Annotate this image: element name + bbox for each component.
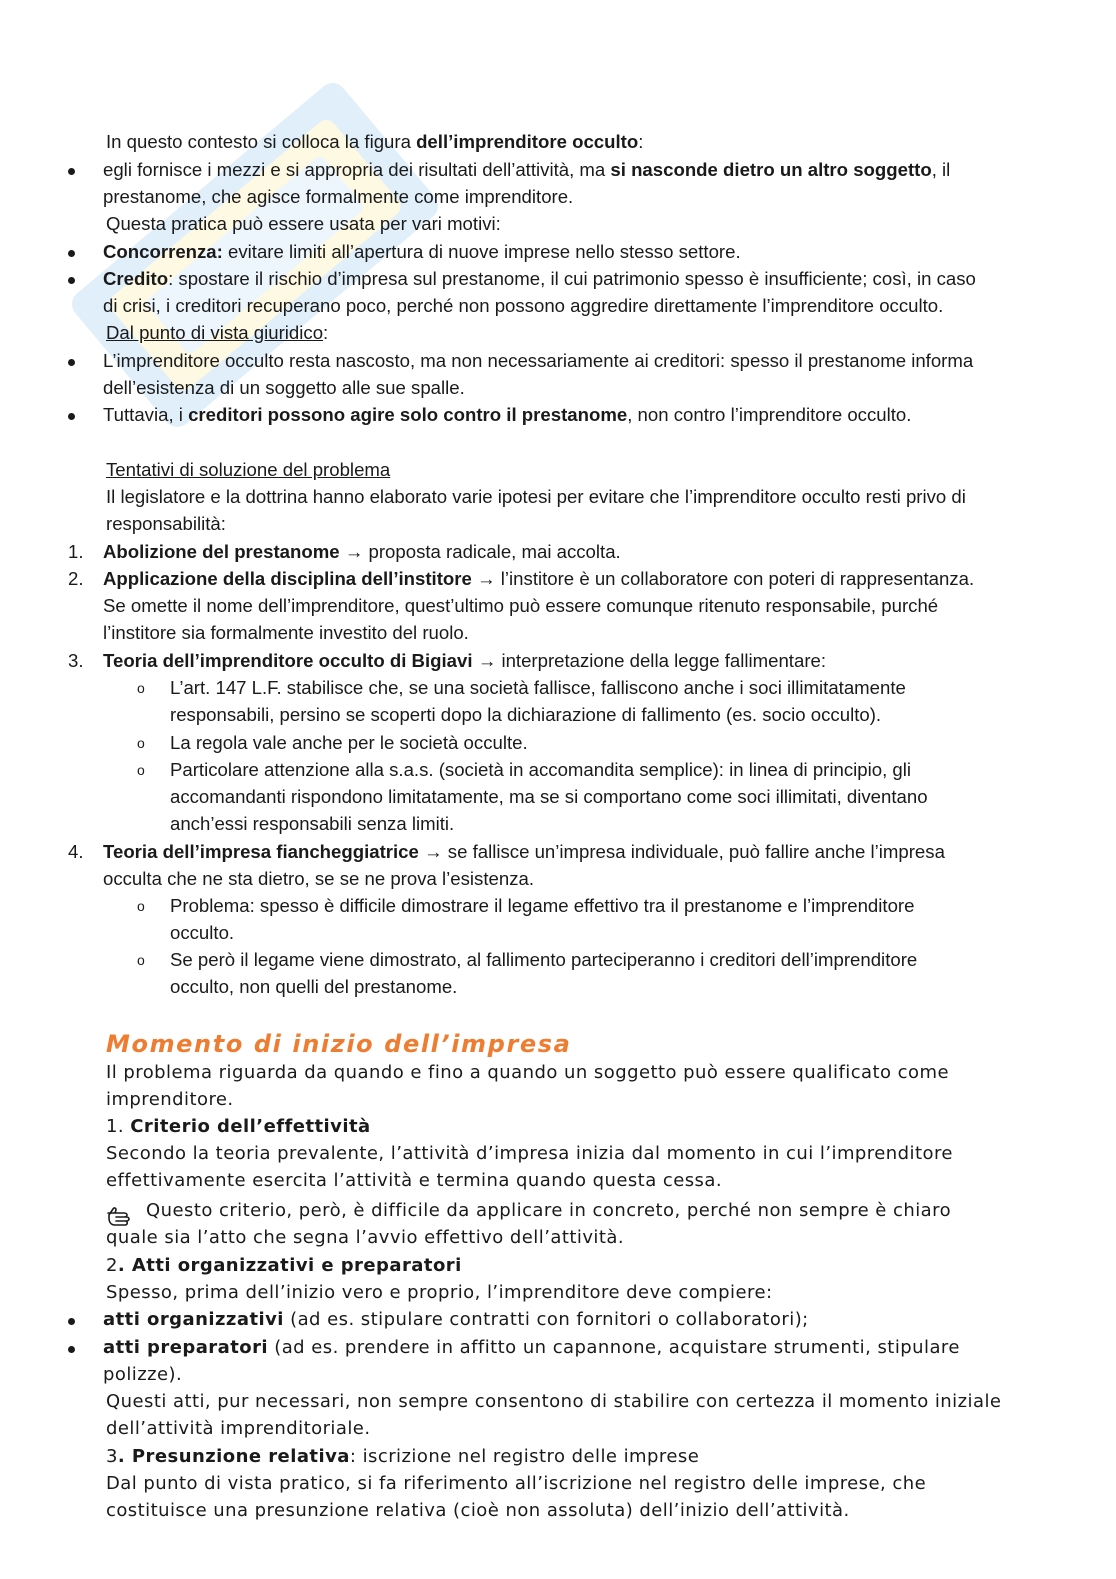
- paragraph: responsabilità:: [106, 513, 226, 534]
- subheading: Dal punto di vista giuridico:: [106, 322, 329, 343]
- list-item-cont: l’institore sia formalmente investito del ruolo.: [103, 622, 469, 643]
- paragraph: Questi atti, pur necessari, non sempre consentono di stabilire con certezza il momento iniziale: [106, 1391, 1002, 1412]
- list-item: Concorrenza: evitare limiti all’apertura di nuove imprese nello stesso settore.: [103, 241, 741, 262]
- list-item: Abolizione del prestanome → proposta radicale, mai accolta.: [103, 541, 621, 562]
- bullet: [68, 277, 75, 284]
- sub-bullet: o: [137, 735, 145, 751]
- paragraph: Secondo la teoria prevalente, l’attività d’impresa inizia dal momento in cui l’imprenditore: [106, 1143, 953, 1164]
- list-item-cont: di crisi, i creditori recuperano poco, perché non possono aggredire direttamente l’imprenditore occulto.: [103, 295, 944, 316]
- criterion-title: 2. Atti organizzativi e preparatori: [106, 1255, 462, 1276]
- sub-bullet: o: [137, 762, 145, 778]
- list-item: Teoria dell’imprenditore occulto di Bigiavi → interpretazione della legge fallimentare:: [103, 650, 827, 671]
- sub-item-cont: accomandanti rispondono limitatamente, ma se si comportano come soci illimitati, diventano: [170, 786, 928, 807]
- paragraph: dell’attività imprenditoriale.: [106, 1418, 371, 1439]
- sub-item-cont: anch’essi responsabili senza limiti.: [170, 813, 455, 834]
- paragraph: effettivamente esercita l’attività e termina quando questa cessa.: [106, 1170, 723, 1191]
- list-item-cont: polizze).: [103, 1364, 183, 1385]
- bullet: [68, 250, 75, 257]
- list-item: Tuttavia, i creditori possono agire solo contro il prestanome, non contro l’imprenditore occulto.: [103, 404, 912, 425]
- paragraph: imprenditore.: [106, 1089, 234, 1110]
- sub-item: L’art. 147 L.F. stabilisce che, se una società fallisce, falliscono anche i soci illimitatamente: [170, 677, 906, 698]
- bullet: [68, 1346, 75, 1353]
- list-number: 1.: [68, 541, 84, 562]
- bullet: [68, 168, 75, 175]
- subheading: Tentativi di soluzione del problema: [106, 459, 391, 480]
- paragraph: Il legislatore e la dottrina hanno elaborato varie ipotesi per evitare che l’imprenditore occulto resti privo di: [106, 486, 966, 507]
- list-item: atti preparatori (ad es. prendere in affitto un capannone, acquistare strumenti, stipulare: [103, 1337, 960, 1358]
- section-heading: Momento di inizio dell’impresa: [106, 1030, 572, 1058]
- list-number: 3.: [68, 650, 84, 671]
- bullet: [68, 1318, 75, 1325]
- list-number: 4.: [68, 841, 84, 862]
- list-item: L’imprenditore occulto resta nascosto, ma non necessariamente ai creditori: spesso il prestanome informa: [103, 350, 974, 371]
- sub-item-cont: occulto, non quelli del prestanome.: [170, 976, 458, 997]
- list-item: Credito: spostare il rischio d’impresa sul prestanome, il cui patrimonio spesso è insufficiente; così, in caso: [103, 268, 976, 289]
- sub-bullet: o: [137, 898, 145, 914]
- bullet: [68, 413, 75, 420]
- intro-line: In questo contesto si colloca la figura dell’imprenditore occulto:: [106, 131, 644, 152]
- list-item: egli fornisce i mezzi e si appropria dei risultati dell’attività, ma si nasconde dietro un altro soggetto, il: [103, 159, 951, 180]
- sub-bullet: o: [137, 680, 145, 696]
- sub-item: Se però il legame viene dimostrato, al fallimento parteciperanno i creditori dell’imprenditore: [170, 949, 918, 970]
- list-item-cont: dell’esistenza di un soggetto alle sue spalle.: [103, 377, 465, 398]
- paragraph: Dal punto di vista pratico, si fa riferimento all’iscrizione nel registro delle imprese, che: [106, 1473, 927, 1494]
- paragraph: costituisce una presunzione relativa (cioè non assoluta) dell’inizio dell’attività.: [106, 1500, 850, 1521]
- sub-item: Particolare attenzione alla s.a.s. (società in accomandita semplice): in linea di principio, gli: [170, 759, 912, 780]
- paragraph: Spesso, prima dell’inizio vero e proprio, l’imprenditore deve compiere:: [106, 1282, 773, 1303]
- note-line-cont: quale sia l’atto che segna l’avvio effettivo dell’attività.: [106, 1227, 625, 1248]
- list-item: Teoria dell’impresa fiancheggiatrice → se fallisce un’impresa individuale, può fallire anche l’impresa: [103, 841, 945, 862]
- bullet: [68, 359, 75, 366]
- list-item: Applicazione della disciplina dell’institore → l’institore è un collaboratore con poteri di rappresentanza.: [103, 568, 975, 589]
- criterion-title: 3. Presunzione relativa: iscrizione nel registro delle imprese: [106, 1446, 700, 1467]
- note-line: Questo criterio, però, è difficile da applicare in concreto, perché non sempre è chiaro: [146, 1200, 952, 1221]
- list-number: 2.: [68, 568, 84, 589]
- list-item-cont: prestanome, che agisce formalmente come imprenditore.: [103, 186, 574, 207]
- paragraph: Questa pratica può essere usata per vari motivi:: [106, 213, 501, 234]
- list-item-cont: occulta che ne sta dietro, se se ne prova l’esistenza.: [103, 868, 534, 889]
- sub-item-cont: responsabili, persino se scoperti dopo la dichiarazione di fallimento (es. socio occulto).: [170, 704, 882, 725]
- sub-item: Problema: spesso è difficile dimostrare il legame effettivo tra il prestanome e l’imprenditore: [170, 895, 915, 916]
- criterion-title: 1. Criterio dell’effettività: [106, 1116, 371, 1137]
- list-item: atti organizzativi (ad es. stipulare contratti con fornitori o collaboratori);: [103, 1309, 809, 1330]
- list-item-cont: Se omette il nome dell’imprenditore, quest’ultimo può essere comunque ritenuto responsabile, purché: [103, 595, 939, 616]
- sub-item: La regola vale anche per le società occulte.: [170, 732, 528, 753]
- sub-item-cont: occulto.: [170, 922, 235, 943]
- paragraph: Il problema riguarda da quando e fino a quando un soggetto può essere qualificato come: [106, 1062, 949, 1083]
- sub-bullet: o: [137, 952, 145, 968]
